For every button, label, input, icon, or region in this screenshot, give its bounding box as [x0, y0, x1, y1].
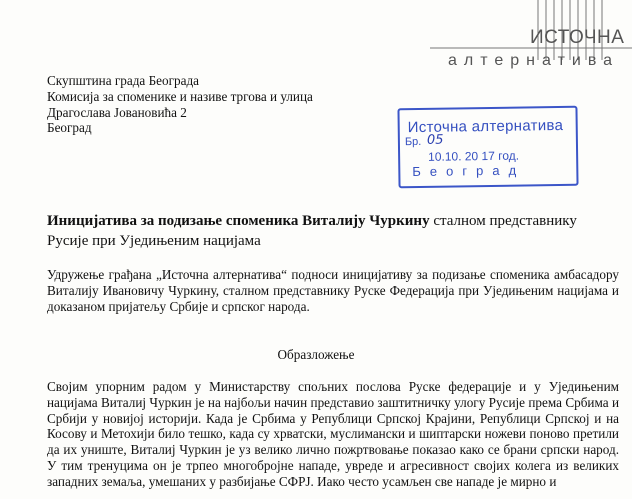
reasoning-paragraph-text: Својим упорним радом у Министарству спољних послова Руске федерације и у Уједињеним нацијама Виталиј Чуркин је на најбољи начин представио заштитничку улогу Русије према Србима и Србији у новијој историји. Када је Србима у Републици Српској Крајини, Републици Српској и на Косову и Метохији било тешко, када су хрватски, муслимански и шиптарски ножеви поново претили да их униште, Виталиј Чуркин је уз велико лично пожртвовање показао како се брани српски народ. У тим тренуцима он је трпео многобројне нападе, увреде и агресивност својих колега из великих западних земаља, умешаних у разбијање СФРЈ. Иако често усамљен све нападе је мирно и [47, 379, 619, 489]
address-line: Београд [47, 120, 92, 136]
intro-paragraph: Удружење грађана „Источна алтернатива“ подноси иницијативу за подизање споменика амбасадору Виталију Ивановичу Чуркину, сталном представнику Руске Федерација при Уједињеним нацијама и доказаном пријатељу Србије и српског народа. [47, 267, 619, 314]
stamp-number-label: Бр. [404, 135, 422, 149]
document-title [47, 211, 607, 251]
title-rest: сталном представнику Русије при Уједињеним нацијама [47, 213, 577, 249]
address-line: Скупштина града Београда [47, 73, 200, 88]
recipient-address [47, 73, 313, 136]
address-line: Комисија за споменике и називе тргова и улица [47, 88, 313, 104]
reasoning-paragraph [47, 379, 619, 499]
logo-text-bottom: алтернатива [448, 52, 620, 69]
organization-logo [420, 0, 632, 80]
stamp-date: 10.10. 20 17 год. [428, 148, 520, 164]
registration-stamp [397, 106, 578, 189]
stamp-number [404, 132, 444, 149]
address-line: Драгослава Јовановића 2 [47, 104, 187, 120]
logo-text-top: ИСТОЧНА [530, 27, 625, 48]
section-heading: Образложење [277, 347, 355, 362]
title-bold: Иницијатива за подизање споменика Виталију Чуркину [47, 213, 430, 229]
stamp-number-value: 05 [426, 132, 444, 148]
stamp-title: Источна алтернатива [407, 116, 564, 137]
stamp-city: Београд [412, 162, 526, 180]
